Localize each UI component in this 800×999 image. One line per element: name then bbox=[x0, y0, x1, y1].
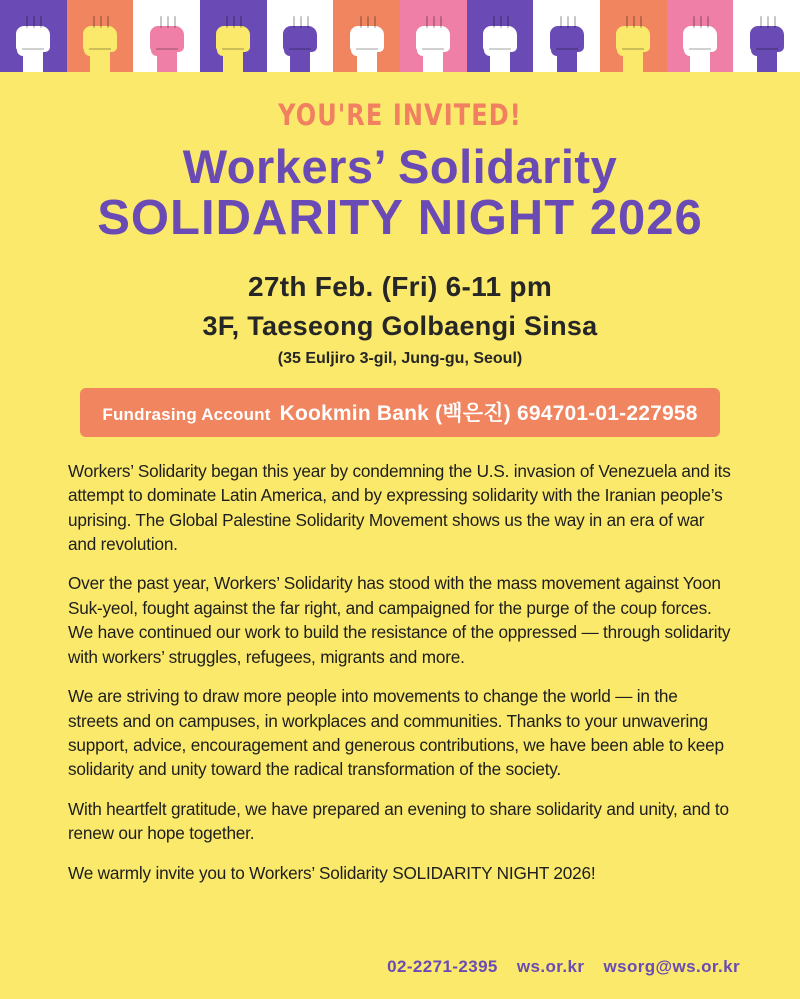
raised-fist-icon bbox=[16, 14, 50, 72]
fist-banner-cell bbox=[533, 0, 600, 72]
raised-fist-icon bbox=[683, 14, 717, 72]
kicker-text: YOU'RE INVITED! bbox=[278, 98, 522, 132]
footer-phone: 02-2271-2395 bbox=[387, 957, 498, 976]
body-copy bbox=[68, 459, 732, 885]
fist-banner-cell bbox=[467, 0, 534, 72]
fist-banner-cell bbox=[133, 0, 200, 72]
raised-fist-icon bbox=[750, 14, 784, 72]
event-datetime: 27th Feb. (Fri) 6-11 pm bbox=[247, 270, 553, 302]
body-paragraph: With heartfelt gratitude, we have prepared an evening to share solidarity and unity, and to renew our hope together. bbox=[68, 798, 729, 844]
raised-fist-icon bbox=[416, 14, 450, 72]
body-paragraph: We are striving to draw more people into movements to change the world — in the streets and on campuses, in workplaces and communities. Thanks to your unwavering support, advice, encouragement and generous contributions, we have been able to keep solidarity and unity toward the radical transformation of the society. bbox=[68, 686, 724, 780]
fist-banner bbox=[0, 0, 800, 72]
body-paragraph: We warmly invite you to Workers’ Solidarity SOLIDARITY NIGHT 2026! bbox=[68, 862, 596, 883]
raised-fist-icon bbox=[83, 14, 117, 72]
fundraising-account-box bbox=[80, 388, 719, 437]
page-title-line1: Workers’ Solidarity bbox=[182, 140, 618, 193]
raised-fist-icon bbox=[283, 14, 317, 72]
raised-fist-icon bbox=[483, 14, 517, 72]
event-venue: 3F, Taeseong Golbaengi Sinsa bbox=[202, 310, 598, 341]
footer-contact bbox=[387, 957, 740, 977]
fist-banner-cell bbox=[267, 0, 334, 72]
raised-fist-icon bbox=[350, 14, 384, 72]
body-paragraph: Over the past year, Workers’ Solidarity has stood with the mass movement against Yoon Suk-yeol, fought against the far right, and campaigned for the purge of the coup forces. We have continued our work to build the resistance of the oppressed — through solidarity with workers’ struggles, refugees, migrants and more. bbox=[68, 573, 731, 667]
fist-banner-cell bbox=[67, 0, 134, 72]
footer-email[interactable]: wsorg@ws.or.kr bbox=[603, 957, 740, 976]
account-row bbox=[0, 388, 800, 437]
fist-banner-cell bbox=[200, 0, 267, 72]
page-title-line2: SOLIDARITY NIGHT 2026 bbox=[97, 191, 703, 246]
fist-banner-cell bbox=[600, 0, 667, 72]
account-number: Kookmin Bank (백은진) 694701-01-227958 bbox=[279, 401, 698, 425]
fist-banner-cell bbox=[733, 0, 800, 72]
footer-website[interactable]: ws.or.kr bbox=[516, 957, 585, 976]
raised-fist-icon bbox=[616, 14, 650, 72]
fist-banner-cell bbox=[333, 0, 400, 72]
raised-fist-icon bbox=[550, 14, 584, 72]
raised-fist-icon bbox=[150, 14, 184, 72]
event-address: (35 Euljiro 3-gil, Jung-gu, Seoul) bbox=[277, 349, 523, 367]
raised-fist-icon bbox=[216, 14, 250, 72]
fist-banner-cell bbox=[0, 0, 67, 72]
fist-banner-cell bbox=[400, 0, 467, 72]
body-paragraph: Workers’ Solidarity began this year by condemning the U.S. invasion of Venezuela and its attempt to dominate Latin America, and by expressing solidarity with the Iranian people’s uprising. The Global Palestine Solidarity Movement shows us the way in an era of war and revolution. bbox=[68, 460, 731, 555]
fist-banner-cell bbox=[667, 0, 734, 72]
account-label: Fundrasing Account bbox=[102, 404, 271, 424]
